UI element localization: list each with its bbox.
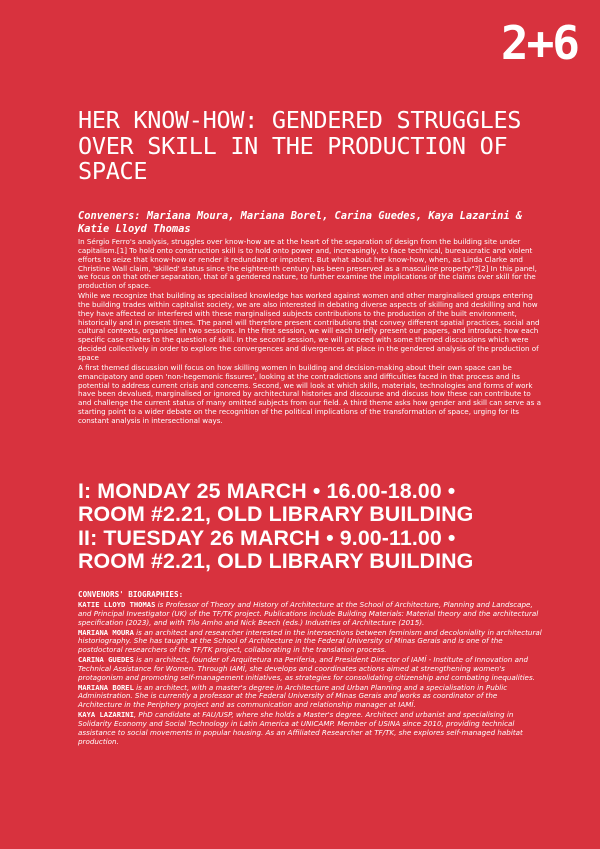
abstract-paragraph: In Sérgio Ferro's analysis, struggles over know-how are at the heart of the separation of design from the building site under capitalism.[1] To hold onto construction skill is to hold onto power and, increasingly, to face technical, bureaucratic and violent efforts to seize that know-how or render it redundant or impotent. But what about her know-how, when, as Linda Clarke and Christine Wall claim, 'skilled' status since the eighteenth century has been preserved as a masculine property"?[2] In this panel, we focus on that other separation, that of a gendered nature, to further examine the implications of the claims over skill for the production of space.	[78, 237, 537, 291]
bio-text: is an architect and researcher interested in the intersections between feminism and decoloniality in architectural historiography. She has taught at the School of Architecture in the Federal University of Minas Gerais and is one of the postdoctoral researchers of the TF/TK project, collaborating in the translation process.	[78, 627, 542, 655]
abstract-paragraph: A first themed discussion will focus on how skilling women in building and decision-making about their own space can be emancipatory and open 'non-hegemonic fissures', looking at the contradictions and difficulties faced in that process and its potential to address current crisis and concerns. Second, we will look at which skills, materials, technologies and forms of work have been devalued, marginalised or ignored by architectural histories and discourse and discuss how these can contribute to and challenge the current status of many omitted subjects from our field. A third theme asks how gender and skill can serve as a starting point to a wider debate on the recognition of the political implications of the transformation of space, urging for its constant analysis in intersectional ways.	[78, 362, 542, 425]
bio-name: CARINA GUEDES	[78, 655, 134, 665]
bio-entry	[78, 656, 542, 683]
bio-entry	[78, 629, 542, 656]
conveners-line: Conveners: Mariana Moura, Mariana Borel, Carina Guedes, Kaya Lazarini & Katie Lloyd Thomas	[78, 210, 523, 235]
bio-text: is an architect, with a master's degree in Architecture and Urban Planning and a specialisation in Public Administration. She is currently a professor at the Federal University of Minas Gerais and works as coordinator of the Architecture in the Periphery project and as communication and relationship manager at IAMÍ.	[78, 682, 508, 710]
bio-name: KATIE LLOYD THOMAS	[78, 600, 156, 609]
bio-entry	[78, 684, 542, 711]
session-1-room: ROOM #2.21, OLD LIBRARY BUILDING	[78, 502, 474, 527]
bio-text: is Professor of Theory and History of Architecture at the School of Architecture, Planning and Landscape, and Principal Investigator (UK) of the TF/TK project. Publications include Building Materials: Material theory and the architectural specification (2023), and with Tilo Amho and Nick Beech (eds.) Industries of Architecture (2015).	[78, 600, 539, 627]
session-2-time: II: TUESDAY 26 MARCH • 9.00-11.00 •	[78, 525, 456, 550]
bio-name: KAYA LAZARINI	[78, 710, 134, 720]
bio-name: MARIANA BOREL	[78, 682, 134, 692]
page-title: HER KNOW-HOW: GENDERED STRUGGLES OVER SKILL IN THE PRODUCTION OF SPACE	[78, 106, 522, 185]
session-schedule	[78, 480, 558, 574]
bio-name: MARIANA MOURA	[78, 627, 134, 637]
bio-entry	[78, 711, 542, 746]
biographies-heading: CONVENORS' BIOGRAPHIES:	[78, 590, 184, 599]
bio-text: is an architect, founder of Arquitetura na Periferia, and President Director of IAMÍ - Institute of Innovation and Technical Assistance for Women. Through IAMÍ, she develops and coordinates actions aimed at strengthening women's protagonism and promoting self-management initiatives, as strategies for consolidating citizenship and combating inequalities.	[78, 655, 535, 682]
bio-entry	[78, 601, 542, 628]
session-1-time: I: MONDAY 25 MARCH • 16.00-18.00 •	[78, 479, 456, 503]
bio-text: , PhD candidate at FAU/USP, where she holds a Master's degree. Architect and urbanist and specialising in Solidarity Economy and Social Technology in Latin America at UNICAMP. Member of USINA since 2010, providing technical assistance to social movements in popular housing. As an Affiliated Researcher at TF/TK, she explores self-managed habitat production.	[78, 710, 523, 746]
biographies	[78, 590, 542, 748]
session-badge: 2+6	[500, 16, 578, 70]
abstract	[78, 238, 542, 427]
session-2-room: ROOM #2.21, OLD LIBRARY BUILDING	[78, 549, 474, 574]
abstract-paragraph: While we recognize that building as specialised knowledge has worked against women and other marginalised groups entering the building trades within capitalist society, we are also interested in debating diverse aspects of skilling and deskilling and how they have affected or interfered with these marginalised subjects contributions to the production of the built environment, historically and in present times. The panel will therefore present contributions that convey different spatial practices, social and cultural contexts, organised in two sessions. In the first session, we will each briefly present our papers, and introduce how each specific case relates to the question of skill. In the second session, we will proceed with some themed discussions which were decided collectively in order to explore the convergences and divergences at place in the gendered analysis of the production of space	[78, 291, 540, 362]
